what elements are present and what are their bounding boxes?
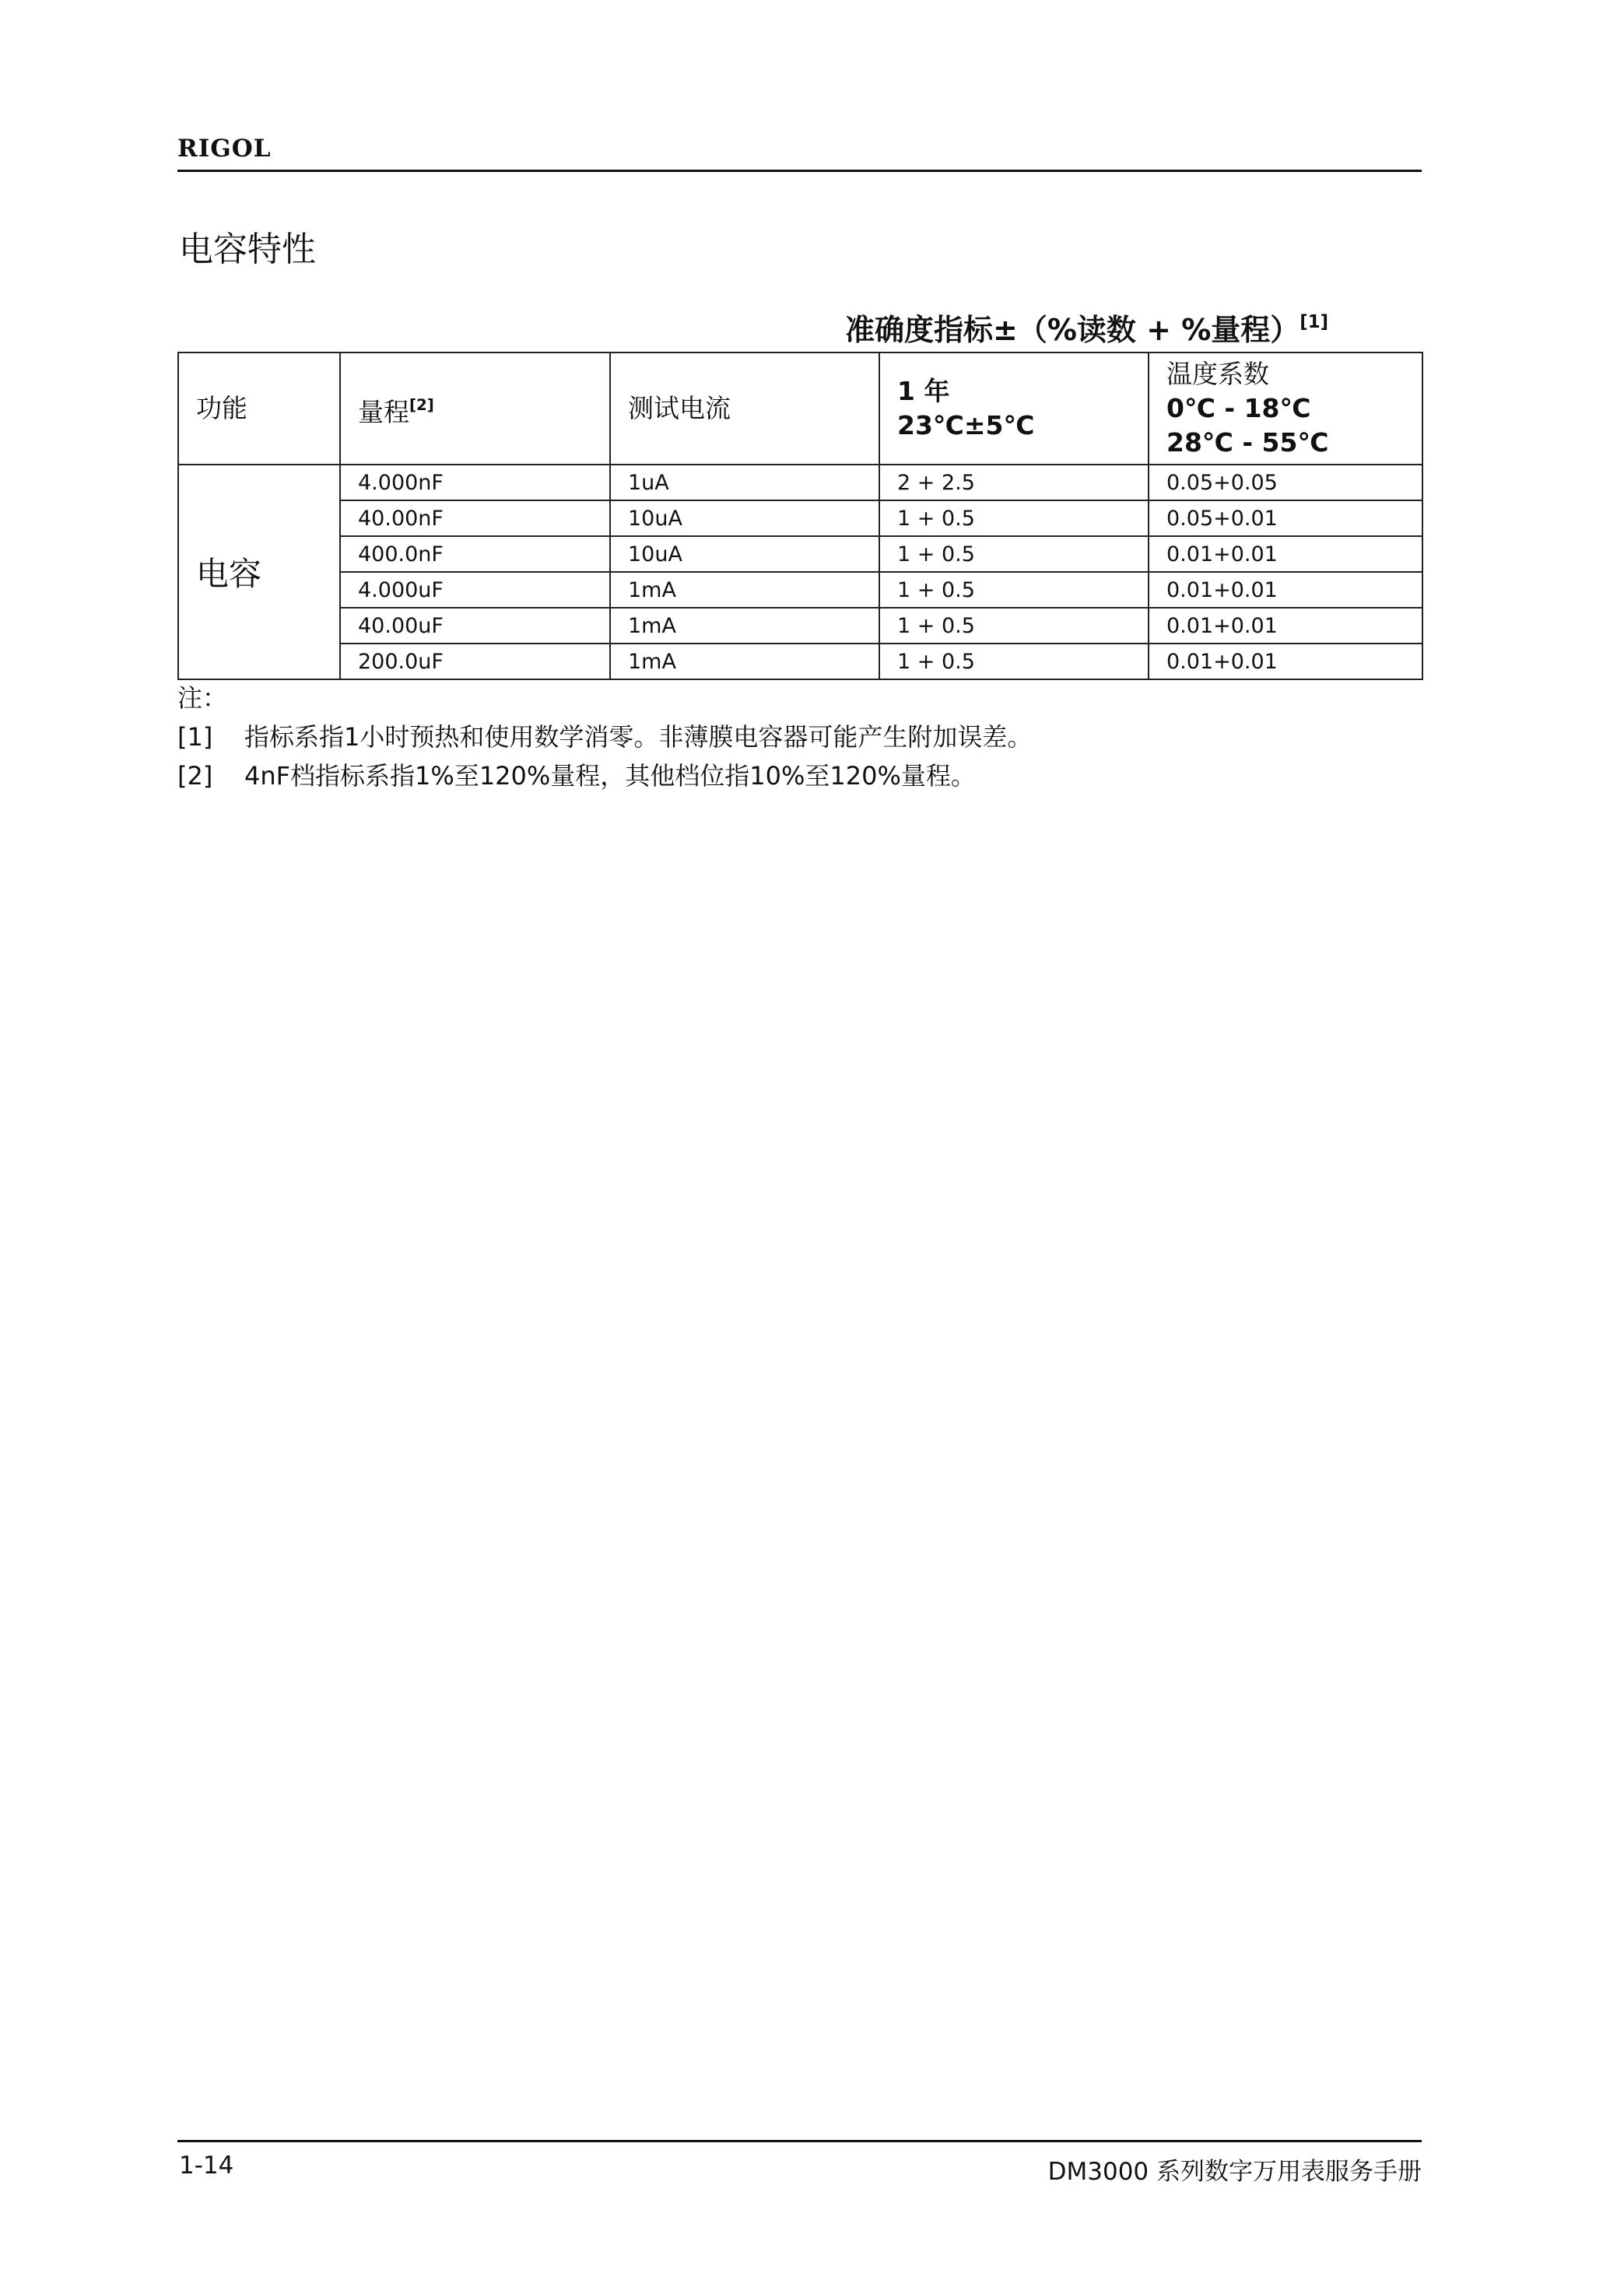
header-one-year-line2: 23℃±5℃ xyxy=(897,410,1035,440)
header-divider xyxy=(177,170,1422,172)
current-cell: 1mA xyxy=(610,572,879,608)
tempco-cell: 0.05+0.05 xyxy=(1149,465,1422,500)
header-range-ref: [2] xyxy=(409,395,434,414)
tempco-cell: 0.01+0.01 xyxy=(1149,644,1422,679)
note-item xyxy=(177,756,1032,795)
range-cell: 4.000uF xyxy=(340,572,610,608)
range-cell: 400.0nF xyxy=(340,536,610,572)
accuracy-cell: 1 + 0.5 xyxy=(879,536,1149,572)
note-text: 指标系指1小时预热和使用数学消零。非薄膜电容器可能产生附加误差。 xyxy=(244,722,1033,752)
section-title: 电容特性 xyxy=(179,230,316,269)
current-cell: 1mA xyxy=(610,644,879,679)
accuracy-cell: 1 + 0.5 xyxy=(879,500,1149,536)
accuracy-note xyxy=(845,306,1328,349)
current-cell: 10uA xyxy=(610,500,879,536)
accuracy-cell: 1 + 0.5 xyxy=(879,572,1149,608)
table-row xyxy=(178,572,1422,608)
header-temp-coef-line2: 0℃ - 18℃ xyxy=(1166,393,1311,423)
document-name: DM3000 系列数字万用表服务手册 xyxy=(1047,2158,1422,2186)
header-one-year-line1: 1 年 xyxy=(897,376,950,406)
table-row xyxy=(178,608,1422,644)
note-item xyxy=(177,717,1032,756)
header-temp-coefficient xyxy=(1149,353,1422,465)
table-row xyxy=(178,536,1422,572)
note-index: [1] xyxy=(177,722,213,752)
header-test-current: 测试电流 xyxy=(610,353,879,465)
accuracy-note-text: 准确度指标±（%读数 + %量程） xyxy=(845,313,1300,347)
current-cell: 1mA xyxy=(610,608,879,644)
brand-logo: RIGOL xyxy=(177,135,272,163)
table-row xyxy=(178,644,1422,679)
tempco-cell: 0.01+0.01 xyxy=(1149,608,1422,644)
page-number: 1-14 xyxy=(179,2152,234,2180)
note-text: 4nF档指标系指1%至120%量程，其他档位指10%至120%量程。 xyxy=(244,761,976,791)
tempco-cell: 0.01+0.01 xyxy=(1149,536,1422,572)
header-function: 功能 xyxy=(178,353,340,465)
accuracy-cell: 2 + 2.5 xyxy=(879,465,1149,500)
range-cell: 40.00uF xyxy=(340,608,610,644)
note-index: [2] xyxy=(177,761,213,791)
current-cell: 10uA xyxy=(610,536,879,572)
accuracy-cell: 1 + 0.5 xyxy=(879,644,1149,679)
header-range: 量程[2] xyxy=(340,353,610,465)
capacitance-spec-table xyxy=(177,352,1423,680)
notes-section xyxy=(177,679,1032,795)
tempco-cell: 0.05+0.01 xyxy=(1149,500,1422,536)
range-cell: 4.000nF xyxy=(340,465,610,500)
header-one-year xyxy=(879,353,1149,465)
range-cell: 40.00nF xyxy=(340,500,610,536)
tempco-cell: 0.01+0.01 xyxy=(1149,572,1422,608)
notes-heading: 注： xyxy=(177,683,228,713)
function-cell: 电容 xyxy=(178,465,340,679)
footer-divider xyxy=(177,2140,1422,2142)
table-row xyxy=(178,500,1422,536)
table-header-row xyxy=(178,353,1422,465)
accuracy-note-ref: [1] xyxy=(1300,312,1328,333)
table-row xyxy=(178,465,1422,500)
current-cell: 1uA xyxy=(610,465,879,500)
header-temp-coef-line1: 温度系数 xyxy=(1166,359,1269,389)
range-cell: 200.0uF xyxy=(340,644,610,679)
header-temp-coef-line3: 28℃ - 55℃ xyxy=(1166,427,1329,458)
accuracy-cell: 1 + 0.5 xyxy=(879,608,1149,644)
